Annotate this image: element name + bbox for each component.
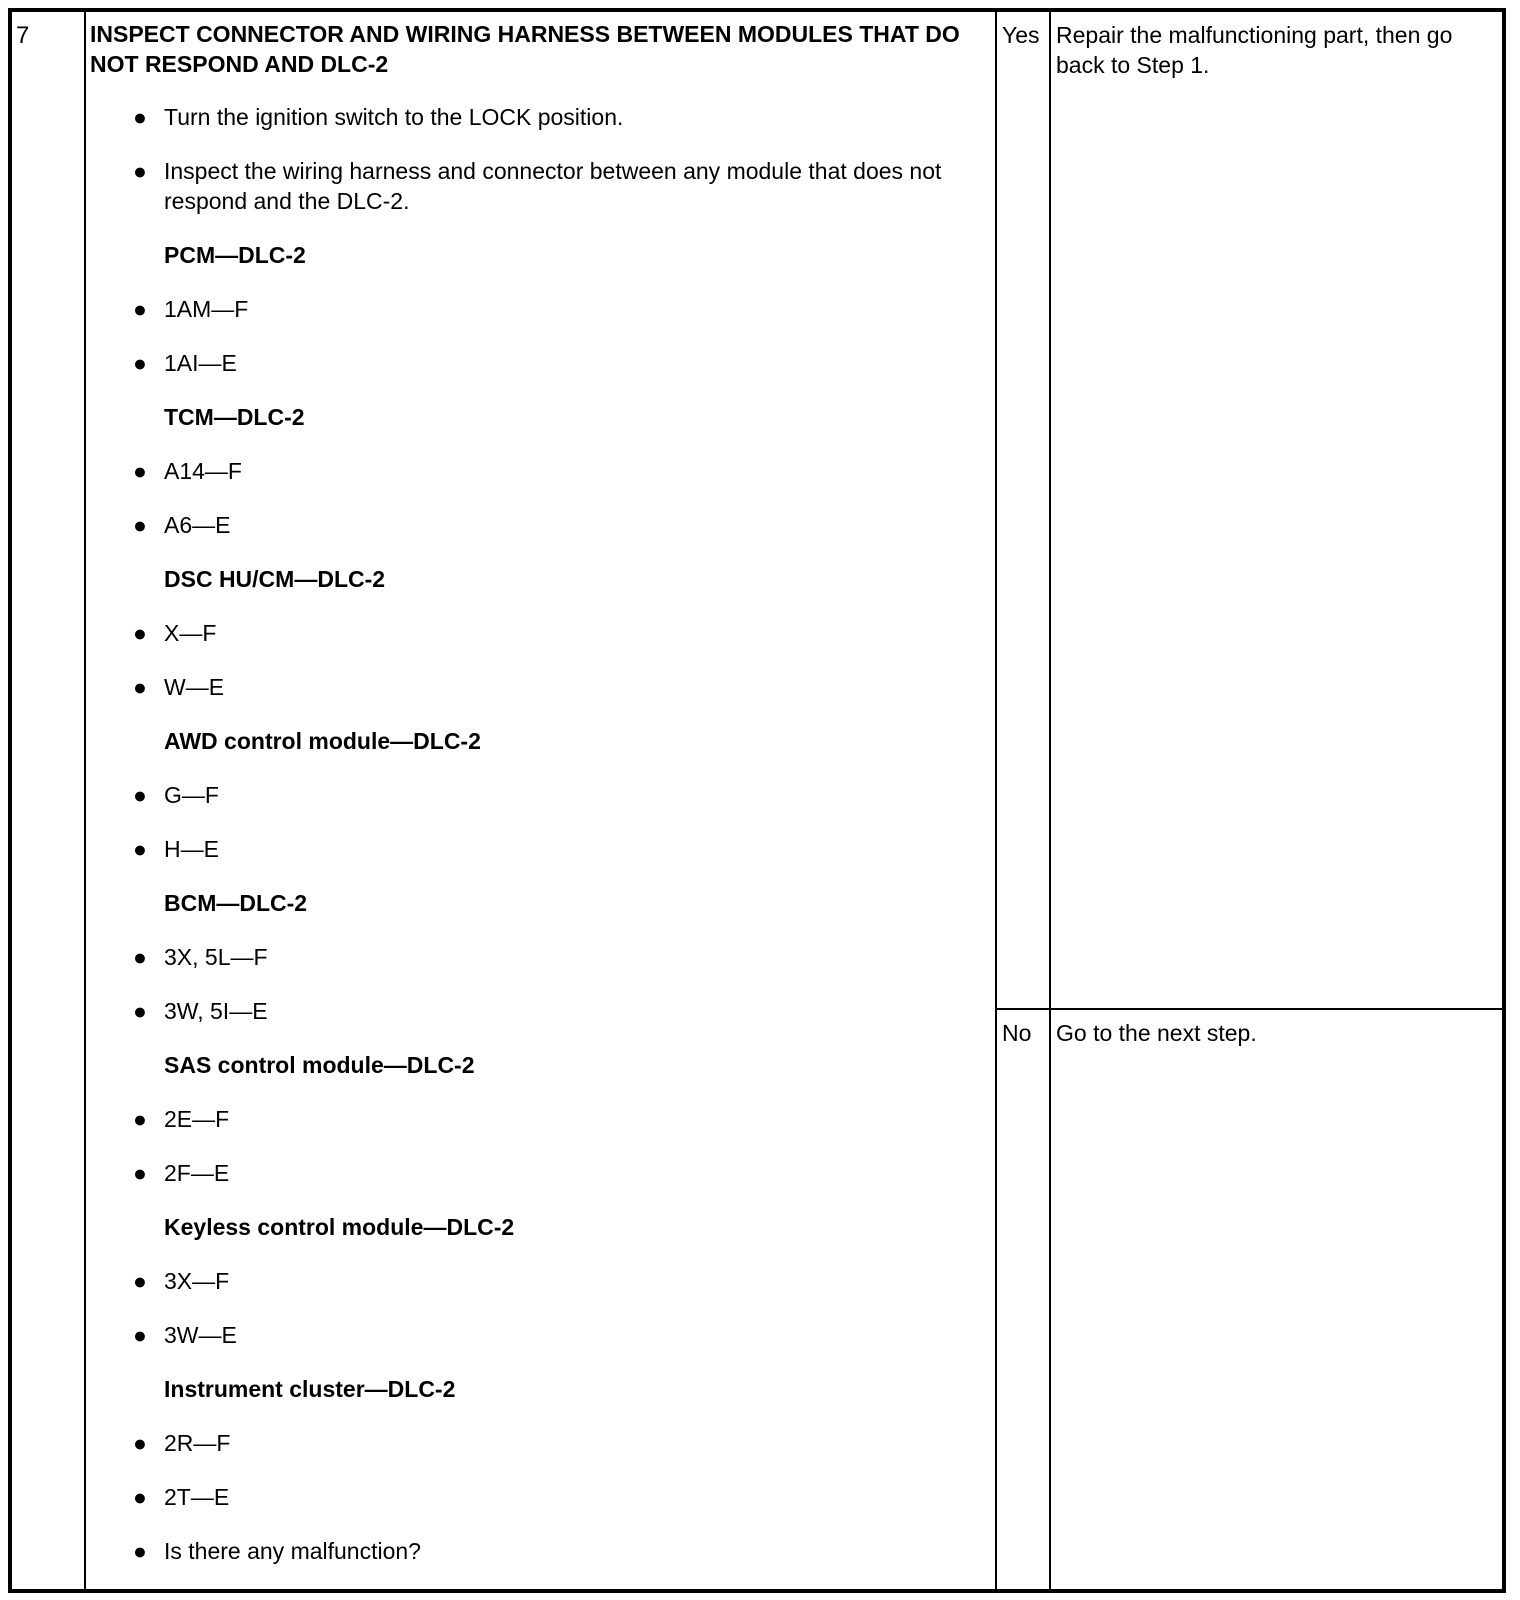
list-item-text: X—F [164, 620, 217, 646]
section-heading-text: Instrument cluster—DLC-2 [164, 1376, 456, 1402]
bullet-icon: ● [133, 158, 147, 184]
column-divider-action [995, 12, 997, 1589]
column-divider-result [1049, 12, 1051, 1589]
list-item-text: 3W—E [164, 1322, 237, 1348]
section-heading-text: Keyless control module—DLC-2 [164, 1214, 515, 1240]
bullet-icon: ● [133, 296, 147, 322]
section-heading-text: SAS control module—DLC-2 [164, 1052, 475, 1078]
bullet-icon: ● [133, 674, 147, 700]
list-item-text: A14—F [164, 458, 242, 484]
list-item-text: 1AI—E [164, 350, 237, 376]
list-item-text: 2E—F [164, 1106, 230, 1132]
list-item-text: Turn the ignition switch to the LOCK position. [164, 104, 624, 130]
bullet-icon: ● [133, 512, 147, 538]
bullet-icon: ● [133, 782, 147, 808]
list-item-text: 1AM—F [164, 296, 249, 322]
bullet-icon: ● [133, 620, 147, 646]
bullet-icon: ● [133, 944, 147, 970]
yes-label: Yes [1002, 22, 1040, 48]
diagnostic-step-table [8, 8, 1506, 1593]
list-item-text: 2R—F [164, 1430, 231, 1456]
section-heading-text: DSC HU/CM—DLC-2 [164, 566, 386, 592]
step-title: INSPECT CONNECTOR AND WIRING HARNESS BETWEEN MODULES THAT DO NOT RESPOND AND DLC-2 [90, 21, 960, 77]
list-item-text: 2F—E [164, 1160, 230, 1186]
column-divider-step [84, 12, 86, 1589]
list-item-text: 3X, 5L—F [164, 944, 268, 970]
yes-action: Repair the malfunctioning part, then go back to Step 1. [1056, 22, 1453, 78]
bullet-icon: ● [133, 1322, 147, 1348]
no-label: No [1002, 1020, 1032, 1046]
bullet-icon: ● [133, 1430, 147, 1456]
step-number: 7 [16, 22, 30, 49]
list-item-text: A6—E [164, 512, 231, 538]
section-heading-text: BCM—DLC-2 [164, 890, 308, 916]
bullet-icon: ● [133, 998, 147, 1024]
bullet-icon: ● [133, 1484, 147, 1510]
section-heading-text: PCM—DLC-2 [164, 242, 306, 268]
no-action: Go to the next step. [1056, 1020, 1257, 1046]
result-row-divider [995, 1008, 1502, 1010]
bullet-icon: ● [133, 1160, 147, 1186]
list-item-text: 2T—E [164, 1484, 230, 1510]
section-heading-text: TCM—DLC-2 [164, 404, 305, 430]
list-item-text: 3W, 5I—E [164, 998, 268, 1024]
list-item-text: G—F [164, 782, 219, 808]
bullet-icon: ● [133, 1106, 147, 1132]
list-item-text: Inspect the wiring harness and connector between any module that does not respond and the DLC-2. [164, 158, 942, 214]
bullet-icon: ● [133, 1538, 147, 1564]
section-heading-text: AWD control module—DLC-2 [164, 728, 481, 754]
bullet-icon: ● [133, 1268, 147, 1294]
bullet-icon: ● [133, 836, 147, 862]
list-item-text: Is there any malfunction? [164, 1538, 421, 1564]
bullet-icon: ● [133, 350, 147, 376]
list-item-text: W—E [164, 674, 225, 700]
bullet-icon: ● [133, 104, 147, 130]
list-item-text: H—E [164, 836, 219, 862]
list-item-text: 3X—F [164, 1268, 230, 1294]
bullet-icon: ● [133, 458, 147, 484]
